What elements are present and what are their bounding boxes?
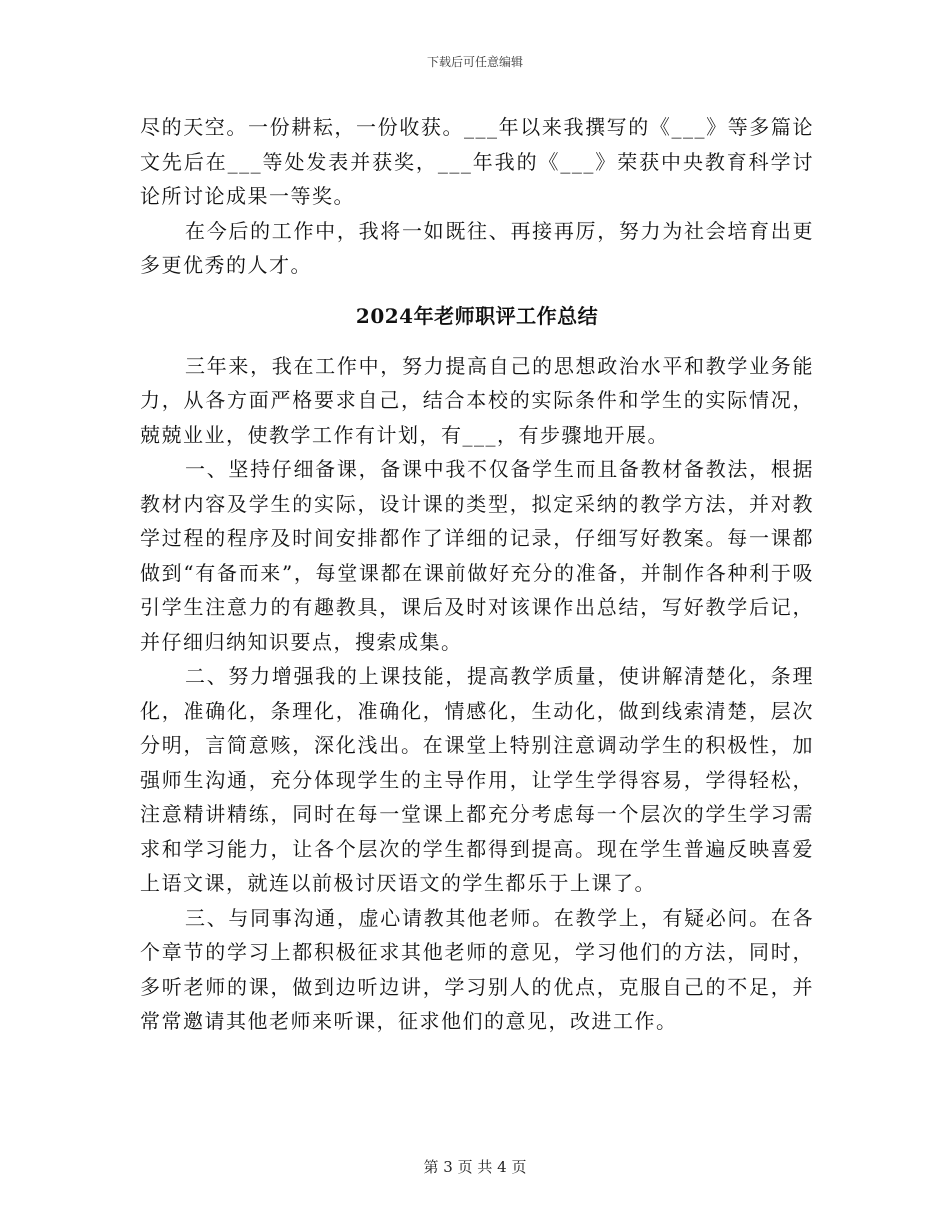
paragraph-continuation: 尽的天空。一份耕耘，一份收获。___年以来我撰写的《___》等多篇论文先后在___等处发表并获奖，___年我的《___》荣获中央教育科学讨论所讨论成果一等奖。 <box>140 115 814 208</box>
paragraph-point-two: 二、努力增强我的上课技能，提高教学质量，使讲解清楚化，条理化，准确化，条理化，准确化，情感化，生动化，做到线索清楚，层次分明，言简意赅，深化浅出。在课堂上特别注意调动学生的积极性，加强师生沟通，充分体现学生的主导作用，让学生学得容易，学得轻松，注意精讲精练，同时在每一堂课上都充分考虑每一个层次的学生学习需求和学习能力，让各个层次的学生都得到提高。现在学生普遍反映喜爱上语文课，就连以前极讨厌语文的学生都乐于上课了。 <box>140 664 814 895</box>
page-header: 下载后可任意编辑 <box>426 55 523 69</box>
section-title: 2024年老师职评工作总结 <box>355 303 599 328</box>
page-footer: 第 3 页 共 4 页 <box>423 1158 527 1176</box>
paragraph-point-one: 一、坚持仔细备课，备课中我不仅备学生而且备教材备教法，根据教材内容及学生的实际，设计课的类型，拟定采纳的教学方法，并对教学过程的程序及时间安排都作了详细的记录，仔细写好教案。每一课都做到“有备而来”，每堂课都在课前做好充分的准备，并制作各种利于吸引学生注意力的有趣教具，课后及时对该课作出总结，写好教学后记，并仔细归纳知识要点，搜索成集。 <box>140 457 814 654</box>
paragraph-closing: 在今后的工作中，我将一如既往、再接再厉，努力为社会培育出更多更优秀的人才。 <box>140 218 814 277</box>
document-body <box>140 110 814 1039</box>
paragraph-intro: 三年来，我在工作中，努力提高自己的思想政治水平和教学业务能力，从各方面严格要求自己，结合本校的实际条件和学生的实际情况，兢兢业业，使教学工作有计划，有___，有步骤地开展。 <box>140 353 814 447</box>
paragraph-point-three: 三、与同事沟通，虚心请教其他老师。在教学上，有疑必问。在各个章节的学习上都积极征求其他老师的意见，学习他们的方法，同时，多听老师的课，做到边听边讲，学习别人的优点，克服自己的不足，并常常邀请其他老师来听课，征求他们的意见，改进工作。 <box>140 905 814 1033</box>
